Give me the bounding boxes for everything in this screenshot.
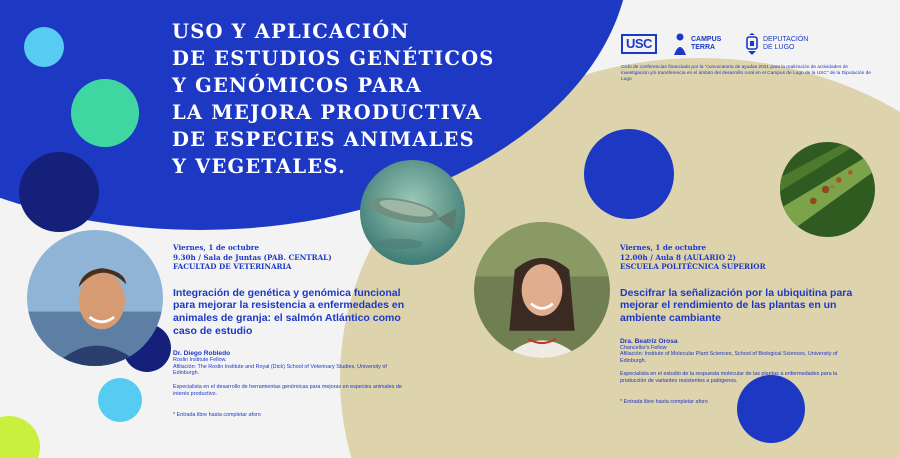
entry-note: * Entrada libre hasta completar aforo: [173, 411, 261, 418]
talk-venue: FACULTAD DE VETERINARIA: [173, 262, 292, 272]
title-line: LA MEJORA PRODUCTIVA: [172, 101, 483, 124]
talk-title: Descifrar la señalización por la ubiquitina para mejorar el rendimiento de las plantas en un ambiente cambiante: [620, 286, 853, 324]
usc-logo: [621, 34, 657, 54]
title-line: Y VEGETALES.: [172, 155, 346, 178]
speaker-affiliation: Afiliación: The Roslin Institute and Royal (Dick) School of Veterinary Studies, University of Edinburgh.: [173, 363, 387, 377]
entry-note: * Entrada libre hasta completar aforo: [620, 398, 708, 405]
title-line: DE ESPECIES ANIMALES: [172, 128, 475, 151]
campus-terra-text: CAMPUS TERRA: [690, 36, 722, 51]
title-line: DE ESTUDIOS GENÉTICOS: [172, 47, 495, 70]
lime-dot: [0, 416, 40, 458]
speaker-affiliation: Afiliación: Institute of Molecular Plant Sciences, School of Biological Sciences, University of Edinburgh.: [620, 351, 838, 364]
cyan-dot: [24, 27, 64, 67]
speaker-photo-diego: [27, 230, 163, 366]
blue-dot: [584, 129, 674, 219]
talk-block-1: [173, 243, 423, 418]
speaker-description: Especialista en el desarrollo de herramientas genómicas para mejoras en especies animales de interés productivo.: [173, 383, 402, 397]
page-title: [172, 18, 532, 180]
speaker-name: Dra. Beatriz Orosa: [620, 337, 678, 345]
campus-terra-figure-icon: [673, 33, 687, 55]
mint-dot: [71, 79, 139, 147]
usc-logo-text: USC: [621, 34, 657, 54]
speaker-position: Roslin Institute Fellow.: [173, 357, 227, 364]
talk-time-place: 9.30h / Sala de Juntas (PAB. CENTRAL): [173, 252, 332, 262]
talk-time-place: 12.00h / Aula 8 (AULARIO 2): [620, 252, 736, 262]
deputacion-crest-icon: [745, 33, 759, 55]
campus-terra-logo: [673, 33, 729, 55]
talk-date: Viernes, 1 de octubre: [173, 243, 260, 252]
title-line: Y GENÓMICOS PARA: [172, 74, 423, 97]
funding-text: Ciclo de conferencias financiado por la "convocatoria de ayudas 2021 para la realización de actividades de investigación y/o transferencia en el ámbito del desarrollo rural en el Campus de Lugo de la USC" de la Diputación de Lugo: [621, 65, 871, 82]
talk-title: Integración de genética y genómica funcional para mejorar la resistencia a enfermedades en animales de granja: el salmón Atlántico como caso de estudio: [173, 286, 405, 337]
speaker-description: Especialista en el estudio de la respuesta molecular de las plantas a enfermedades para la producción de variantes resistentes a patógenos.: [620, 371, 838, 385]
deputacion-logo: [745, 33, 811, 55]
talk-venue: ESCUELA POLITÉCNICA SUPERIOR: [620, 262, 766, 272]
navy-dot: [19, 152, 99, 232]
deputacion-text: DEPUTACIÓN DE LUGO: [762, 36, 809, 51]
talk-date: Viernes, 1 de octubre: [620, 243, 707, 252]
talk-block-2: [620, 243, 865, 405]
speaker-photo-beatriz: [474, 222, 610, 358]
title-line: USO Y APLICACIÓN: [172, 20, 410, 43]
leaf-photo: [780, 142, 875, 237]
cyan-dot-small: [98, 378, 142, 422]
logos-bar: [621, 30, 811, 58]
speaker-name: Dr. Diego Robledo: [173, 350, 231, 358]
speaker-position: Chancellor's Fellow: [620, 344, 667, 351]
